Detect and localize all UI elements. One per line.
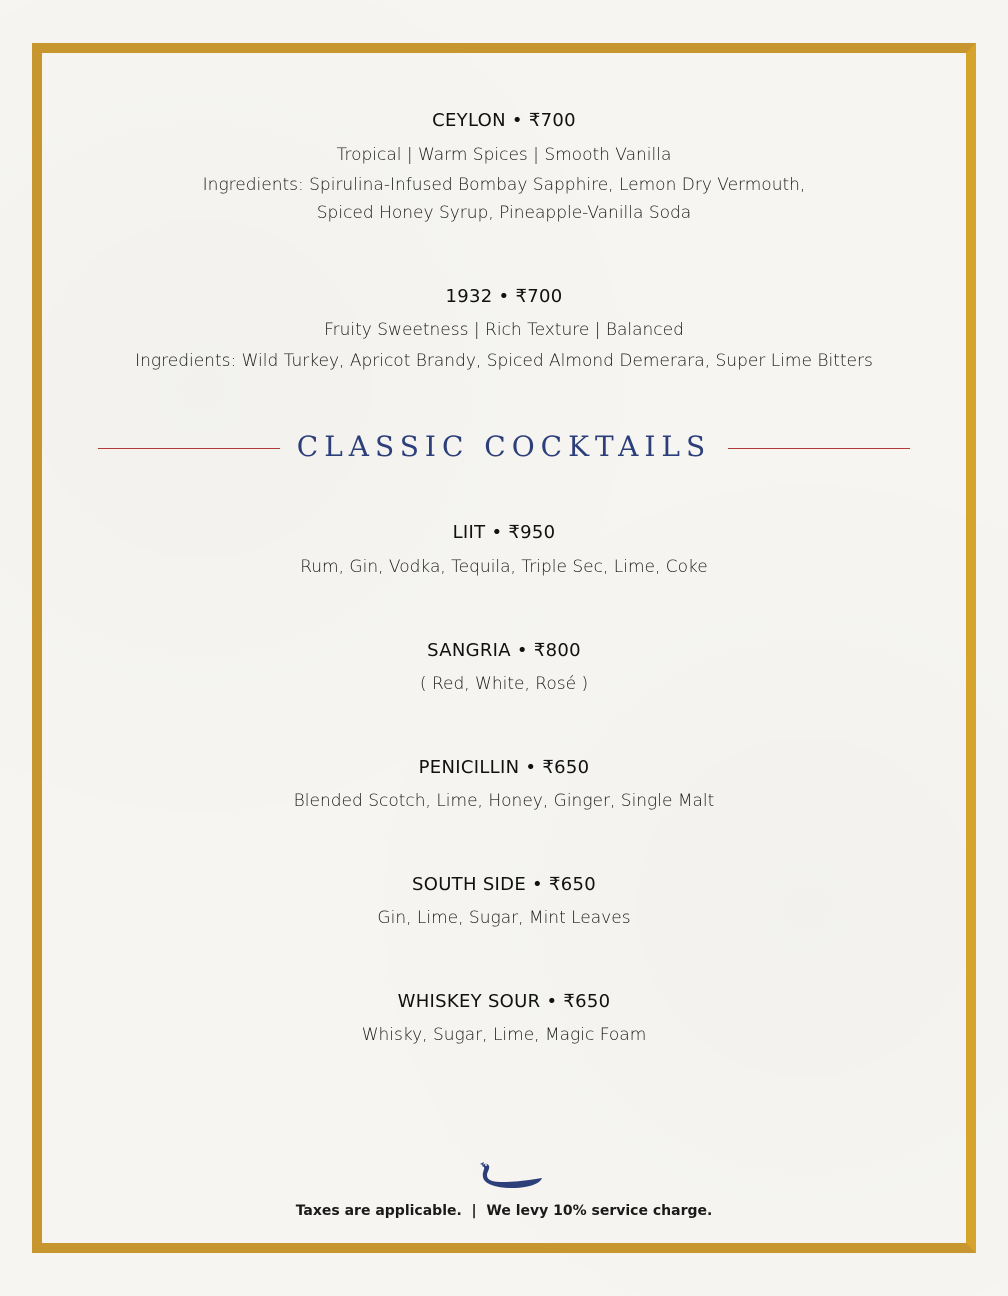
section-title: CLASSIC COCKTAILS	[296, 430, 712, 463]
nineteen-thirty-two-ingredients: Ingredients: Wild Turkey, Apricot Brandy, Spiced Almond Demerara, Super Lime Bitters	[135, 351, 873, 371]
ceylon-ingredients-line-1: Ingredients: Spirulina-Infused Bombay Sapphire, Lemon Dry Vermouth,	[202, 175, 806, 195]
penicillin-title: PENICILLIN • ₹650	[418, 757, 590, 778]
whiskey-sour-description: Whisky, Sugar, Lime, Magic Foam	[361, 1025, 647, 1045]
south-side-title: SOUTH SIDE • ₹650	[412, 874, 596, 895]
ceylon-title: CEYLON • ₹700	[432, 110, 576, 131]
sangria-title: SANGRIA • ₹800	[427, 640, 581, 661]
whiskey-sour-title: WHISKEY SOUR • ₹650	[397, 991, 611, 1012]
liit-description: Rum, Gin, Vodka, Tequila, Triple Sec, Lime, Coke	[300, 557, 708, 577]
south-side-description: Gin, Lime, Sugar, Mint Leaves	[377, 908, 631, 928]
nineteen-thirty-two-title: 1932 • ₹700	[445, 286, 563, 307]
section-rule-right	[728, 448, 910, 449]
penicillin-description: Blended Scotch, Lime, Honey, Ginger, Single Malt	[293, 791, 715, 811]
peacock-logo-icon	[478, 1160, 546, 1192]
classic-cocktails-header	[0, 430, 1008, 466]
ceylon-ingredients-line-2: Spiced Honey Syrup, Pineapple-Vanilla Soda	[316, 203, 692, 223]
ceylon-tasting-notes: Tropical | Warm Spices | Smooth Vanilla	[336, 145, 672, 165]
nineteen-thirty-two-tasting-notes: Fruity Sweetness | Rich Texture | Balanced	[324, 320, 684, 340]
sangria-description: ( Red, White, Rosé )	[419, 674, 589, 694]
footer-note: Taxes are applicable. | We levy 10% service charge.	[295, 1203, 713, 1219]
liit-title: LIIT • ₹950	[452, 522, 556, 543]
